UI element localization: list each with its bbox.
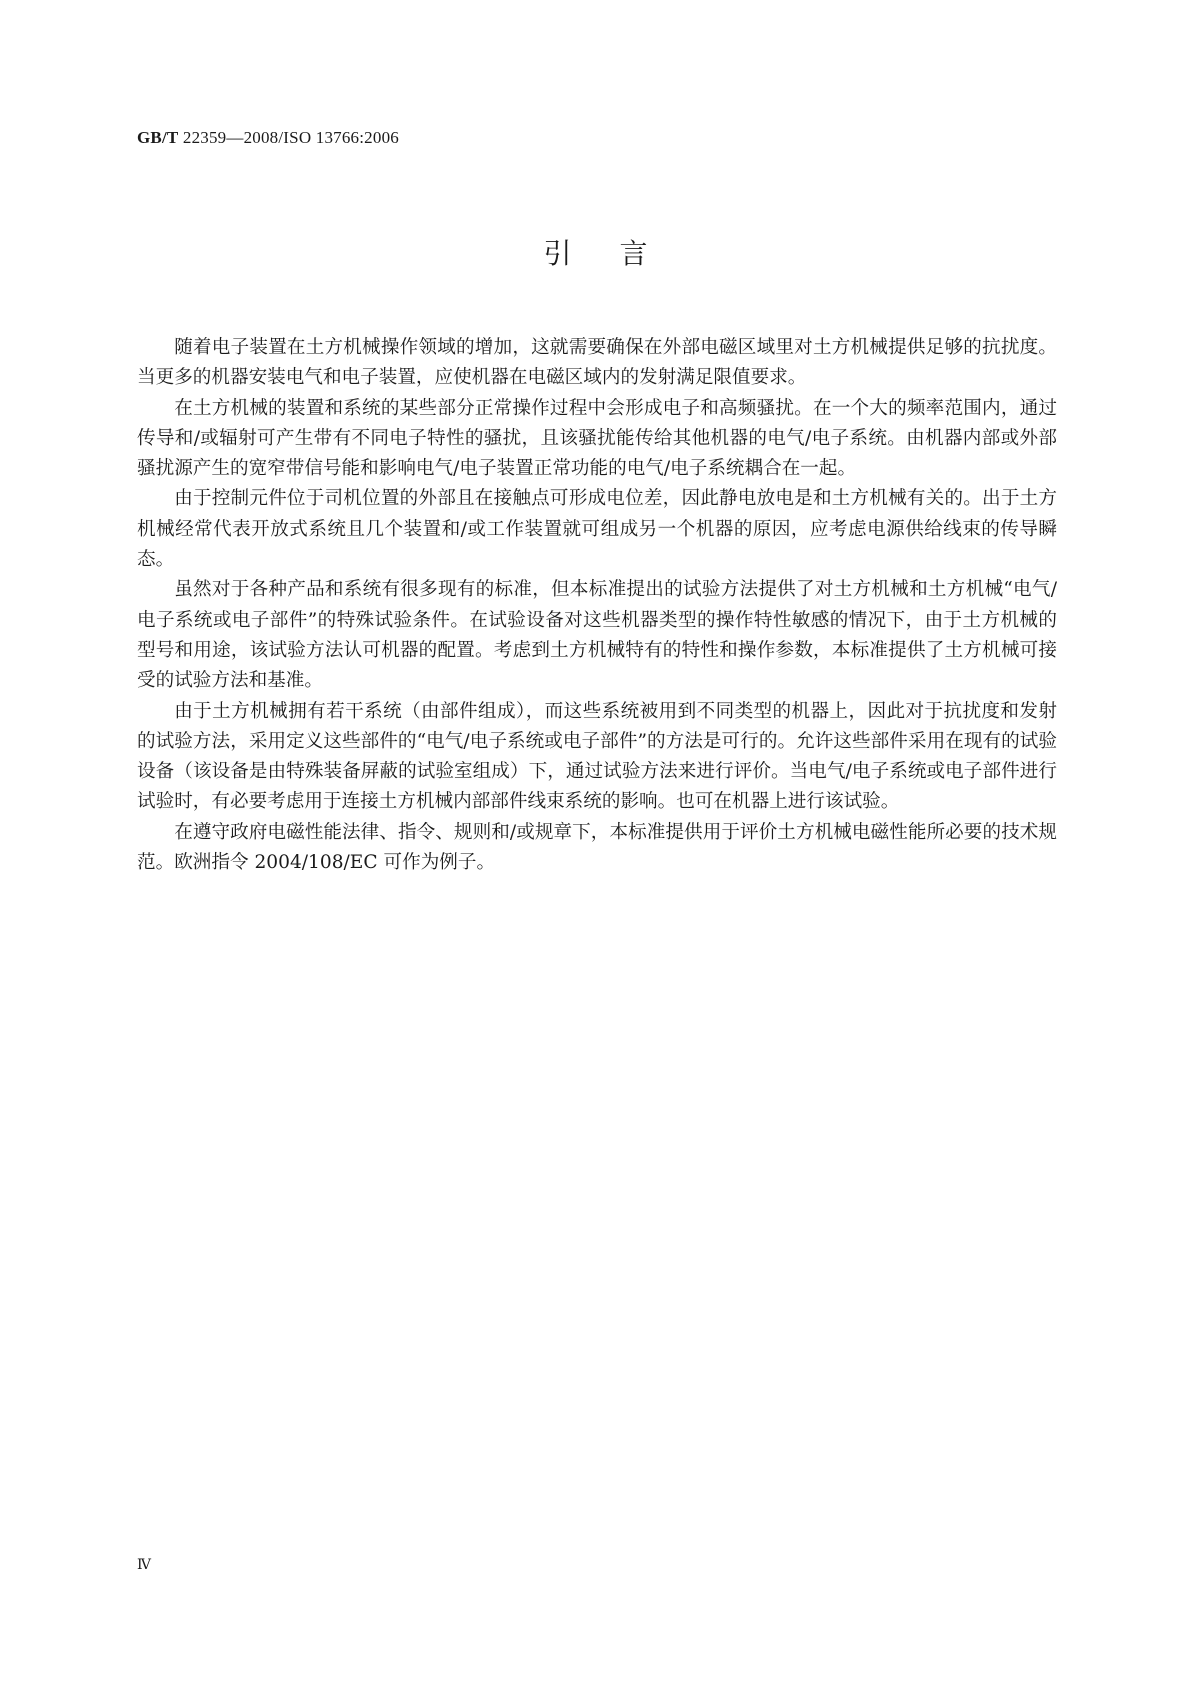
paragraph: 随着电子装置在土方机械操作领域的增加，这就需要确保在外部电磁区域里对土方机械提供足够的抗扰度。当更多的机器安装电气和电子装置，应使机器在电磁区域内的发射满足限值要求。 xyxy=(137,337,1057,389)
standard-code: 22359—2008/ISO 13766:2006 xyxy=(178,128,399,147)
section-title: 引言 xyxy=(543,237,696,270)
standard-prefix: GB/T xyxy=(137,128,179,147)
paragraph: 虽然对于各种产品和系统有很多现有的标准，但本标准提出的试验方法提供了对土方机械和土方机械“电气/电子系统或电子部件”的特殊试验条件。在试验设备对这些机器类型的操作特性敏感的情况下，由于土方机械的型号和用途，该试验方法认可机器的配置。考虑到土方机械特有的特性和操作参数，本标准提供了土方机械可接受的试验方法和基准。 xyxy=(137,579,1057,692)
paragraph: 在遵守政府电磁性能法律、指令、规则和/或规章下，本标准提供用于评价土方机械电磁性能所必要的技术规范。欧洲指令 2004/108/EC 可作为例子。 xyxy=(137,821,1057,874)
paragraph: 在土方机械的装置和系统的某些部分正常操作过程中会形成电子和高频骚扰。在一个大的频率范围内，通过传导和/或辐射可产生带有不同电子特性的骚扰，且该骚扰能传给其他机器的电气/电子系统。由机器内部或外部骚扰源产生的宽窄带信号能和影响电气/电子装置正常功能的电气/电子系统耦合在一起。 xyxy=(137,397,1057,480)
standard-number-header xyxy=(137,128,399,148)
paragraph: 由于土方机械拥有若干系统（由部件组成），而这些系统被用到不同类型的机器上，因此对于抗扰度和发射的试验方法，采用定义这些部件的“电气/电子系统或电子部件”的方法是可行的。允许这些部件采用在现有的试验设备（该设备是由特殊装备屏蔽的试验室组成）下，通过试验方法来进行评价。当电气/电子系统或电子部件进行试验时，有必要考虑用于连接土方机械内部部件线束系统的影响。也可在机器上进行该试验。 xyxy=(137,700,1057,813)
page-number: Ⅳ xyxy=(137,1558,151,1573)
paragraph: 由于控制元件位于司机位置的外部且在接触点可形成电位差，因此静电放电是和土方机械有关的。出于土方机械经常代表开放式系统且几个装置和/或工作装置就可组成另一个机器的原因，应考虑电源供给线束的传导瞬态。 xyxy=(137,488,1057,571)
introduction-body xyxy=(137,333,1057,878)
